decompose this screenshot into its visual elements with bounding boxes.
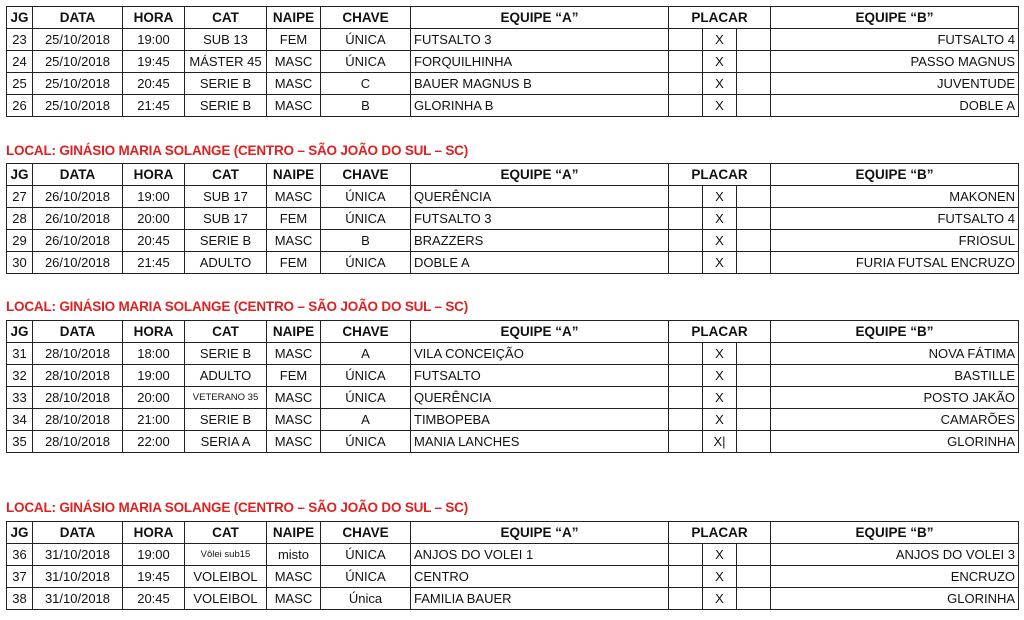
score-b bbox=[737, 387, 771, 409]
game-date: 28/10/2018 bbox=[33, 365, 123, 387]
game-group: ÚNICA bbox=[321, 252, 411, 274]
game-group: ÚNICA bbox=[321, 431, 411, 453]
game-group: Única bbox=[321, 588, 411, 610]
game-time: 19:45 bbox=[123, 566, 185, 588]
game-number: 28 bbox=[7, 208, 33, 230]
game-gender: MASC bbox=[267, 95, 321, 117]
table-row bbox=[7, 73, 1019, 95]
team-a: TIMBOPEBA bbox=[411, 409, 669, 431]
header-placar: PLACAR bbox=[669, 321, 771, 343]
score-a bbox=[669, 208, 703, 230]
game-time: 22:00 bbox=[123, 431, 185, 453]
game-category: VOLEIBOL bbox=[185, 566, 267, 588]
table-row bbox=[7, 230, 1019, 252]
game-group: ÚNICA bbox=[321, 544, 411, 566]
game-time: 18:00 bbox=[123, 343, 185, 365]
game-category: ADULTO bbox=[185, 365, 267, 387]
table-row bbox=[7, 365, 1019, 387]
score-b bbox=[737, 544, 771, 566]
team-a: QUERÊNCIA bbox=[411, 387, 669, 409]
game-group: ÚNICA bbox=[321, 51, 411, 73]
score-b bbox=[737, 252, 771, 274]
team-b: FURIA FUTSAL ENCRUZO bbox=[771, 252, 1019, 274]
game-time: 19:00 bbox=[123, 365, 185, 387]
game-number: 33 bbox=[7, 387, 33, 409]
game-date: 25/10/2018 bbox=[33, 73, 123, 95]
game-number: 36 bbox=[7, 544, 33, 566]
game-gender: FEM bbox=[267, 365, 321, 387]
team-b: PASSO MAGNUS bbox=[771, 51, 1019, 73]
game-category: SERIE B bbox=[185, 409, 267, 431]
team-a: FAMILIA BAUER bbox=[411, 588, 669, 610]
score-b bbox=[737, 51, 771, 73]
header-placar: PLACAR bbox=[669, 7, 771, 29]
score-separator: X bbox=[703, 73, 737, 95]
game-gender: MASC bbox=[267, 387, 321, 409]
game-date: 28/10/2018 bbox=[33, 409, 123, 431]
game-time: 21:00 bbox=[123, 409, 185, 431]
header-equipe-a: EQUIPE “A” bbox=[411, 164, 669, 186]
game-date: 31/10/2018 bbox=[33, 566, 123, 588]
table-row bbox=[7, 409, 1019, 431]
game-category: SERIE B bbox=[185, 343, 267, 365]
game-gender: FEM bbox=[267, 252, 321, 274]
table-row bbox=[7, 566, 1019, 588]
score-b bbox=[737, 73, 771, 95]
score-b bbox=[737, 95, 771, 117]
schedule-table bbox=[6, 320, 1019, 453]
team-a: FUTSALTO 3 bbox=[411, 208, 669, 230]
game-time: 21:45 bbox=[123, 95, 185, 117]
venue-label: LOCAL: GINÁSIO MARIA SOLANGE (CENTRO – SÃO JOÃO DO SUL – SC) bbox=[6, 299, 469, 314]
score-separator: X bbox=[703, 409, 737, 431]
score-a bbox=[669, 409, 703, 431]
header-chave: CHAVE bbox=[321, 321, 411, 343]
team-b: GLORINHA bbox=[771, 431, 1019, 453]
score-a bbox=[669, 365, 703, 387]
score-separator: X bbox=[703, 365, 737, 387]
header-naipe: NAIPE bbox=[267, 7, 321, 29]
header-chave: CHAVE bbox=[321, 7, 411, 29]
game-group: C bbox=[321, 73, 411, 95]
team-b: BASTILLE bbox=[771, 365, 1019, 387]
game-category: SUB 17 bbox=[185, 208, 267, 230]
header-jg: JG bbox=[7, 321, 33, 343]
schedule-block-2 bbox=[6, 163, 1018, 274]
game-date: 26/10/2018 bbox=[33, 186, 123, 208]
team-a: QUERÊNCIA bbox=[411, 186, 669, 208]
header-data: DATA bbox=[33, 164, 123, 186]
game-time: 20:00 bbox=[123, 387, 185, 409]
game-group: ÚNICA bbox=[321, 365, 411, 387]
game-gender: MASC bbox=[267, 73, 321, 95]
score-b bbox=[737, 208, 771, 230]
game-date: 26/10/2018 bbox=[33, 230, 123, 252]
score-a bbox=[669, 73, 703, 95]
header-cat: CAT bbox=[185, 321, 267, 343]
game-gender: MASC bbox=[267, 186, 321, 208]
header-cat: CAT bbox=[185, 164, 267, 186]
header-equipe-a: EQUIPE “A” bbox=[411, 321, 669, 343]
score-separator: X bbox=[703, 387, 737, 409]
score-b bbox=[737, 29, 771, 51]
team-b: FRIOSUL bbox=[771, 230, 1019, 252]
game-category: SUB 13 bbox=[185, 29, 267, 51]
score-separator: X bbox=[703, 343, 737, 365]
game-date: 25/10/2018 bbox=[33, 51, 123, 73]
table-header-row bbox=[7, 7, 1019, 29]
game-date: 28/10/2018 bbox=[33, 431, 123, 453]
team-b: MAKONEN bbox=[771, 186, 1019, 208]
score-separator: X bbox=[703, 544, 737, 566]
table-row bbox=[7, 544, 1019, 566]
header-equipe-a: EQUIPE “A” bbox=[411, 522, 669, 544]
game-category: Vôlei sub15 bbox=[185, 544, 267, 566]
game-category: MÁSTER 45 bbox=[185, 51, 267, 73]
game-category: SERIE B bbox=[185, 73, 267, 95]
team-b: ANJOS DO VOLEI 3 bbox=[771, 544, 1019, 566]
team-b: POSTO JAKÃO bbox=[771, 387, 1019, 409]
table-row bbox=[7, 431, 1019, 453]
header-naipe: NAIPE bbox=[267, 522, 321, 544]
game-group: ÚNICA bbox=[321, 208, 411, 230]
header-data: DATA bbox=[33, 7, 123, 29]
game-time: 19:45 bbox=[123, 51, 185, 73]
score-a bbox=[669, 566, 703, 588]
game-number: 29 bbox=[7, 230, 33, 252]
game-number: 25 bbox=[7, 73, 33, 95]
game-category: VOLEIBOL bbox=[185, 588, 267, 610]
venue-label: LOCAL: GINÁSIO MARIA SOLANGE (CENTRO – SÃO JOÃO DO SUL – SC) bbox=[6, 143, 469, 158]
game-category: ADULTO bbox=[185, 252, 267, 274]
team-b: FUTSALTO 4 bbox=[771, 29, 1019, 51]
game-group: ÚNICA bbox=[321, 566, 411, 588]
table-row bbox=[7, 95, 1019, 117]
score-a bbox=[669, 343, 703, 365]
header-naipe: NAIPE bbox=[267, 321, 321, 343]
header-hora: HORA bbox=[123, 7, 185, 29]
game-date: 31/10/2018 bbox=[33, 544, 123, 566]
team-b: CAMARÕES bbox=[771, 409, 1019, 431]
team-a: ANJOS DO VOLEI 1 bbox=[411, 544, 669, 566]
game-category: SERIE B bbox=[185, 230, 267, 252]
score-separator: X bbox=[703, 566, 737, 588]
table-row bbox=[7, 252, 1019, 274]
game-category: SUB 17 bbox=[185, 186, 267, 208]
team-b: JUVENTUDE bbox=[771, 73, 1019, 95]
game-date: 25/10/2018 bbox=[33, 29, 123, 51]
game-date: 28/10/2018 bbox=[33, 387, 123, 409]
score-separator: X| bbox=[703, 431, 737, 453]
score-a bbox=[669, 230, 703, 252]
game-group: A bbox=[321, 343, 411, 365]
game-time: 20:45 bbox=[123, 230, 185, 252]
game-group: A bbox=[321, 409, 411, 431]
header-jg: JG bbox=[7, 164, 33, 186]
game-number: 34 bbox=[7, 409, 33, 431]
game-number: 30 bbox=[7, 252, 33, 274]
game-group: B bbox=[321, 95, 411, 117]
header-data: DATA bbox=[33, 522, 123, 544]
game-gender: FEM bbox=[267, 208, 321, 230]
header-hora: HORA bbox=[123, 321, 185, 343]
team-a: FUTSALTO 3 bbox=[411, 29, 669, 51]
header-jg: JG bbox=[7, 522, 33, 544]
game-date: 31/10/2018 bbox=[33, 588, 123, 610]
score-b bbox=[737, 186, 771, 208]
score-separator: X bbox=[703, 29, 737, 51]
game-category: SERIE B bbox=[185, 95, 267, 117]
game-date: 25/10/2018 bbox=[33, 95, 123, 117]
schedule-table bbox=[6, 521, 1019, 610]
header-cat: CAT bbox=[185, 7, 267, 29]
game-gender: MASC bbox=[267, 230, 321, 252]
header-equipe-b: EQUIPE “B” bbox=[771, 321, 1019, 343]
score-a bbox=[669, 252, 703, 274]
game-date: 26/10/2018 bbox=[33, 252, 123, 274]
schedule-table bbox=[6, 163, 1019, 274]
score-separator: X bbox=[703, 588, 737, 610]
game-gender: MASC bbox=[267, 343, 321, 365]
game-category: VETERANO 35 bbox=[185, 387, 267, 409]
game-group: ÚNICA bbox=[321, 29, 411, 51]
game-gender: MASC bbox=[267, 431, 321, 453]
team-a: DOBLE A bbox=[411, 252, 669, 274]
game-gender: FEM bbox=[267, 29, 321, 51]
table-row bbox=[7, 343, 1019, 365]
team-a: MANIA LANCHES bbox=[411, 431, 669, 453]
score-b bbox=[737, 431, 771, 453]
game-time: 19:00 bbox=[123, 186, 185, 208]
header-naipe: NAIPE bbox=[267, 164, 321, 186]
header-cat: CAT bbox=[185, 522, 267, 544]
header-hora: HORA bbox=[123, 522, 185, 544]
header-placar: PLACAR bbox=[669, 164, 771, 186]
score-b bbox=[737, 343, 771, 365]
table-row bbox=[7, 29, 1019, 51]
game-gender: MASC bbox=[267, 566, 321, 588]
header-chave: CHAVE bbox=[321, 522, 411, 544]
team-b: ENCRUZO bbox=[771, 566, 1019, 588]
table-row bbox=[7, 186, 1019, 208]
game-gender: MASC bbox=[267, 588, 321, 610]
score-b bbox=[737, 588, 771, 610]
team-a: FORQUILHINHA bbox=[411, 51, 669, 73]
game-time: 20:45 bbox=[123, 588, 185, 610]
game-number: 27 bbox=[7, 186, 33, 208]
team-b: DOBLE A bbox=[771, 95, 1019, 117]
score-a bbox=[669, 431, 703, 453]
team-a: FUTSALTO bbox=[411, 365, 669, 387]
header-chave: CHAVE bbox=[321, 164, 411, 186]
game-gender: MASC bbox=[267, 51, 321, 73]
score-a bbox=[669, 29, 703, 51]
score-b bbox=[737, 230, 771, 252]
game-date: 28/10/2018 bbox=[33, 343, 123, 365]
header-equipe-b: EQUIPE “B” bbox=[771, 164, 1019, 186]
game-number: 37 bbox=[7, 566, 33, 588]
game-group: ÚNICA bbox=[321, 387, 411, 409]
table-header-row bbox=[7, 522, 1019, 544]
table-header-row bbox=[7, 164, 1019, 186]
game-number: 26 bbox=[7, 95, 33, 117]
game-category: SERIA A bbox=[185, 431, 267, 453]
game-time: 19:00 bbox=[123, 544, 185, 566]
score-b bbox=[737, 566, 771, 588]
header-data: DATA bbox=[33, 321, 123, 343]
team-a: VILA CONCEIÇÃO bbox=[411, 343, 669, 365]
game-time: 21:45 bbox=[123, 252, 185, 274]
table-row bbox=[7, 387, 1019, 409]
score-a bbox=[669, 544, 703, 566]
team-a: BAUER MAGNUS B bbox=[411, 73, 669, 95]
score-a bbox=[669, 588, 703, 610]
venue-label: LOCAL: GINÁSIO MARIA SOLANGE (CENTRO – SÃO JOÃO DO SUL – SC) bbox=[6, 500, 469, 515]
header-equipe-b: EQUIPE “B” bbox=[771, 7, 1019, 29]
table-header-row bbox=[7, 321, 1019, 343]
score-separator: X bbox=[703, 95, 737, 117]
score-a bbox=[669, 186, 703, 208]
game-number: 31 bbox=[7, 343, 33, 365]
score-separator: X bbox=[703, 230, 737, 252]
game-number: 38 bbox=[7, 588, 33, 610]
score-separator: X bbox=[703, 186, 737, 208]
schedule-block-4 bbox=[6, 521, 1018, 610]
score-b bbox=[737, 409, 771, 431]
schedule-table bbox=[6, 6, 1019, 117]
team-b: GLORINHA bbox=[771, 588, 1019, 610]
team-b: NOVA FÁTIMA bbox=[771, 343, 1019, 365]
team-a: CENTRO bbox=[411, 566, 669, 588]
game-group: B bbox=[321, 230, 411, 252]
score-a bbox=[669, 51, 703, 73]
schedule-block-3 bbox=[6, 320, 1018, 453]
score-separator: X bbox=[703, 252, 737, 274]
schedule-block-1 bbox=[6, 6, 1018, 117]
game-time: 19:00 bbox=[123, 29, 185, 51]
header-hora: HORA bbox=[123, 164, 185, 186]
game-number: 23 bbox=[7, 29, 33, 51]
game-time: 20:45 bbox=[123, 73, 185, 95]
table-row bbox=[7, 208, 1019, 230]
score-separator: X bbox=[703, 208, 737, 230]
table-row bbox=[7, 51, 1019, 73]
team-b: FUTSALTO 4 bbox=[771, 208, 1019, 230]
team-a: BRAZZERS bbox=[411, 230, 669, 252]
score-separator: X bbox=[703, 51, 737, 73]
header-equipe-a: EQUIPE “A” bbox=[411, 7, 669, 29]
score-a bbox=[669, 95, 703, 117]
game-group: ÚNICA bbox=[321, 186, 411, 208]
game-date: 26/10/2018 bbox=[33, 208, 123, 230]
game-gender: misto bbox=[267, 544, 321, 566]
game-number: 32 bbox=[7, 365, 33, 387]
game-gender: MASC bbox=[267, 409, 321, 431]
team-a: GLORINHA B bbox=[411, 95, 669, 117]
game-number: 24 bbox=[7, 51, 33, 73]
game-time: 20:00 bbox=[123, 208, 185, 230]
table-row bbox=[7, 588, 1019, 610]
score-b bbox=[737, 365, 771, 387]
header-placar: PLACAR bbox=[669, 522, 771, 544]
score-a bbox=[669, 387, 703, 409]
header-jg: JG bbox=[7, 7, 33, 29]
game-number: 35 bbox=[7, 431, 33, 453]
header-equipe-b: EQUIPE “B” bbox=[771, 522, 1019, 544]
